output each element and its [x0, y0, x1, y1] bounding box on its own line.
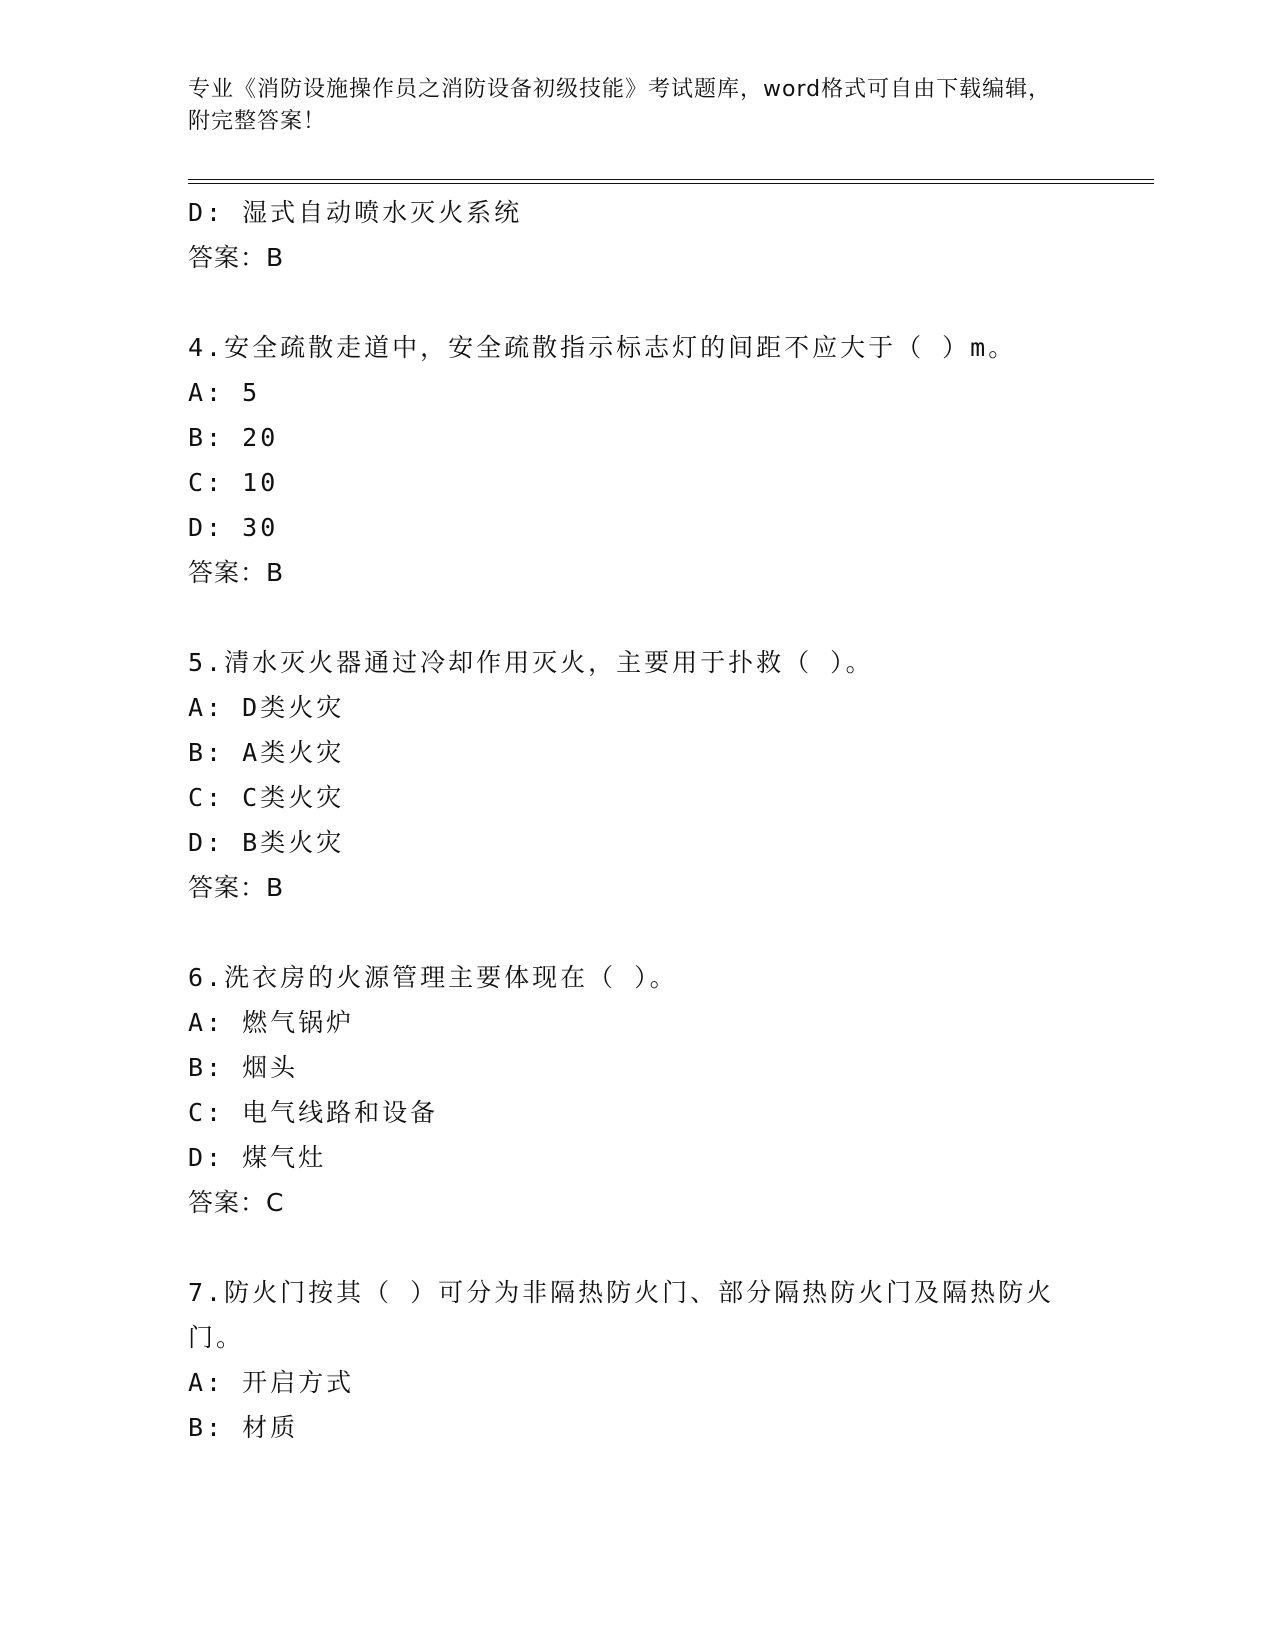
question-list [188, 190, 1068, 1450]
option-d: D: 煤气灶 [188, 1143, 327, 1172]
option-b: B: 材质 [188, 1413, 299, 1442]
option-d: D: 湿式自动喷水灭火系统 [188, 198, 523, 227]
option-b: B: 烟头 [188, 1053, 299, 1082]
question-text: 6.洗衣房的火源管理主要体现在（ ）。 [188, 963, 678, 992]
option-c: C: C类火灾 [188, 783, 345, 812]
question-6 [188, 955, 1068, 1226]
option-a: A: 燃气锅炉 [188, 1008, 355, 1037]
answer-line: 答案：B [188, 873, 285, 902]
header-rule-top [188, 179, 1154, 180]
option-a: A: 开启方式 [188, 1368, 355, 1397]
previous-question-tail [188, 190, 1068, 281]
option-c: C: 电气线路和设备 [188, 1098, 439, 1127]
header-rule-bottom [188, 183, 1154, 184]
answer-line: 答案：C [188, 1188, 285, 1217]
option-a: A: D类火灾 [188, 693, 345, 722]
option-b: B: A类火灾 [188, 738, 345, 767]
answer-line: 答案：B [188, 558, 285, 587]
option-c: C: 10 [188, 468, 279, 497]
option-b: B: 20 [188, 423, 279, 452]
question-text: 5.清水灭火器通过冷却作用灭火，主要用于扑救（ ）。 [188, 648, 874, 677]
option-d: D: 30 [188, 513, 279, 542]
answer-line: 答案：B [188, 243, 285, 272]
document-header [188, 74, 1068, 138]
question-text: 7.防火门按其（ ）可分为非隔热防火门、部分隔热防火门及隔热防火门。 [188, 1278, 1055, 1352]
header-intro-text: 专业《消防设施操作员之消防设备初级技能》考试题库，word格式可自由下载编辑，附完整答案！ [188, 77, 1052, 134]
option-a: A: 5 [188, 378, 261, 407]
question-7 [188, 1270, 1068, 1450]
question-text: 4.安全疏散走道中，安全疏散指示标志灯的间距不应大于（ ）m。 [188, 333, 1017, 362]
question-4 [188, 325, 1068, 596]
question-5 [188, 640, 1068, 911]
option-d: D: B类火灾 [188, 828, 345, 857]
